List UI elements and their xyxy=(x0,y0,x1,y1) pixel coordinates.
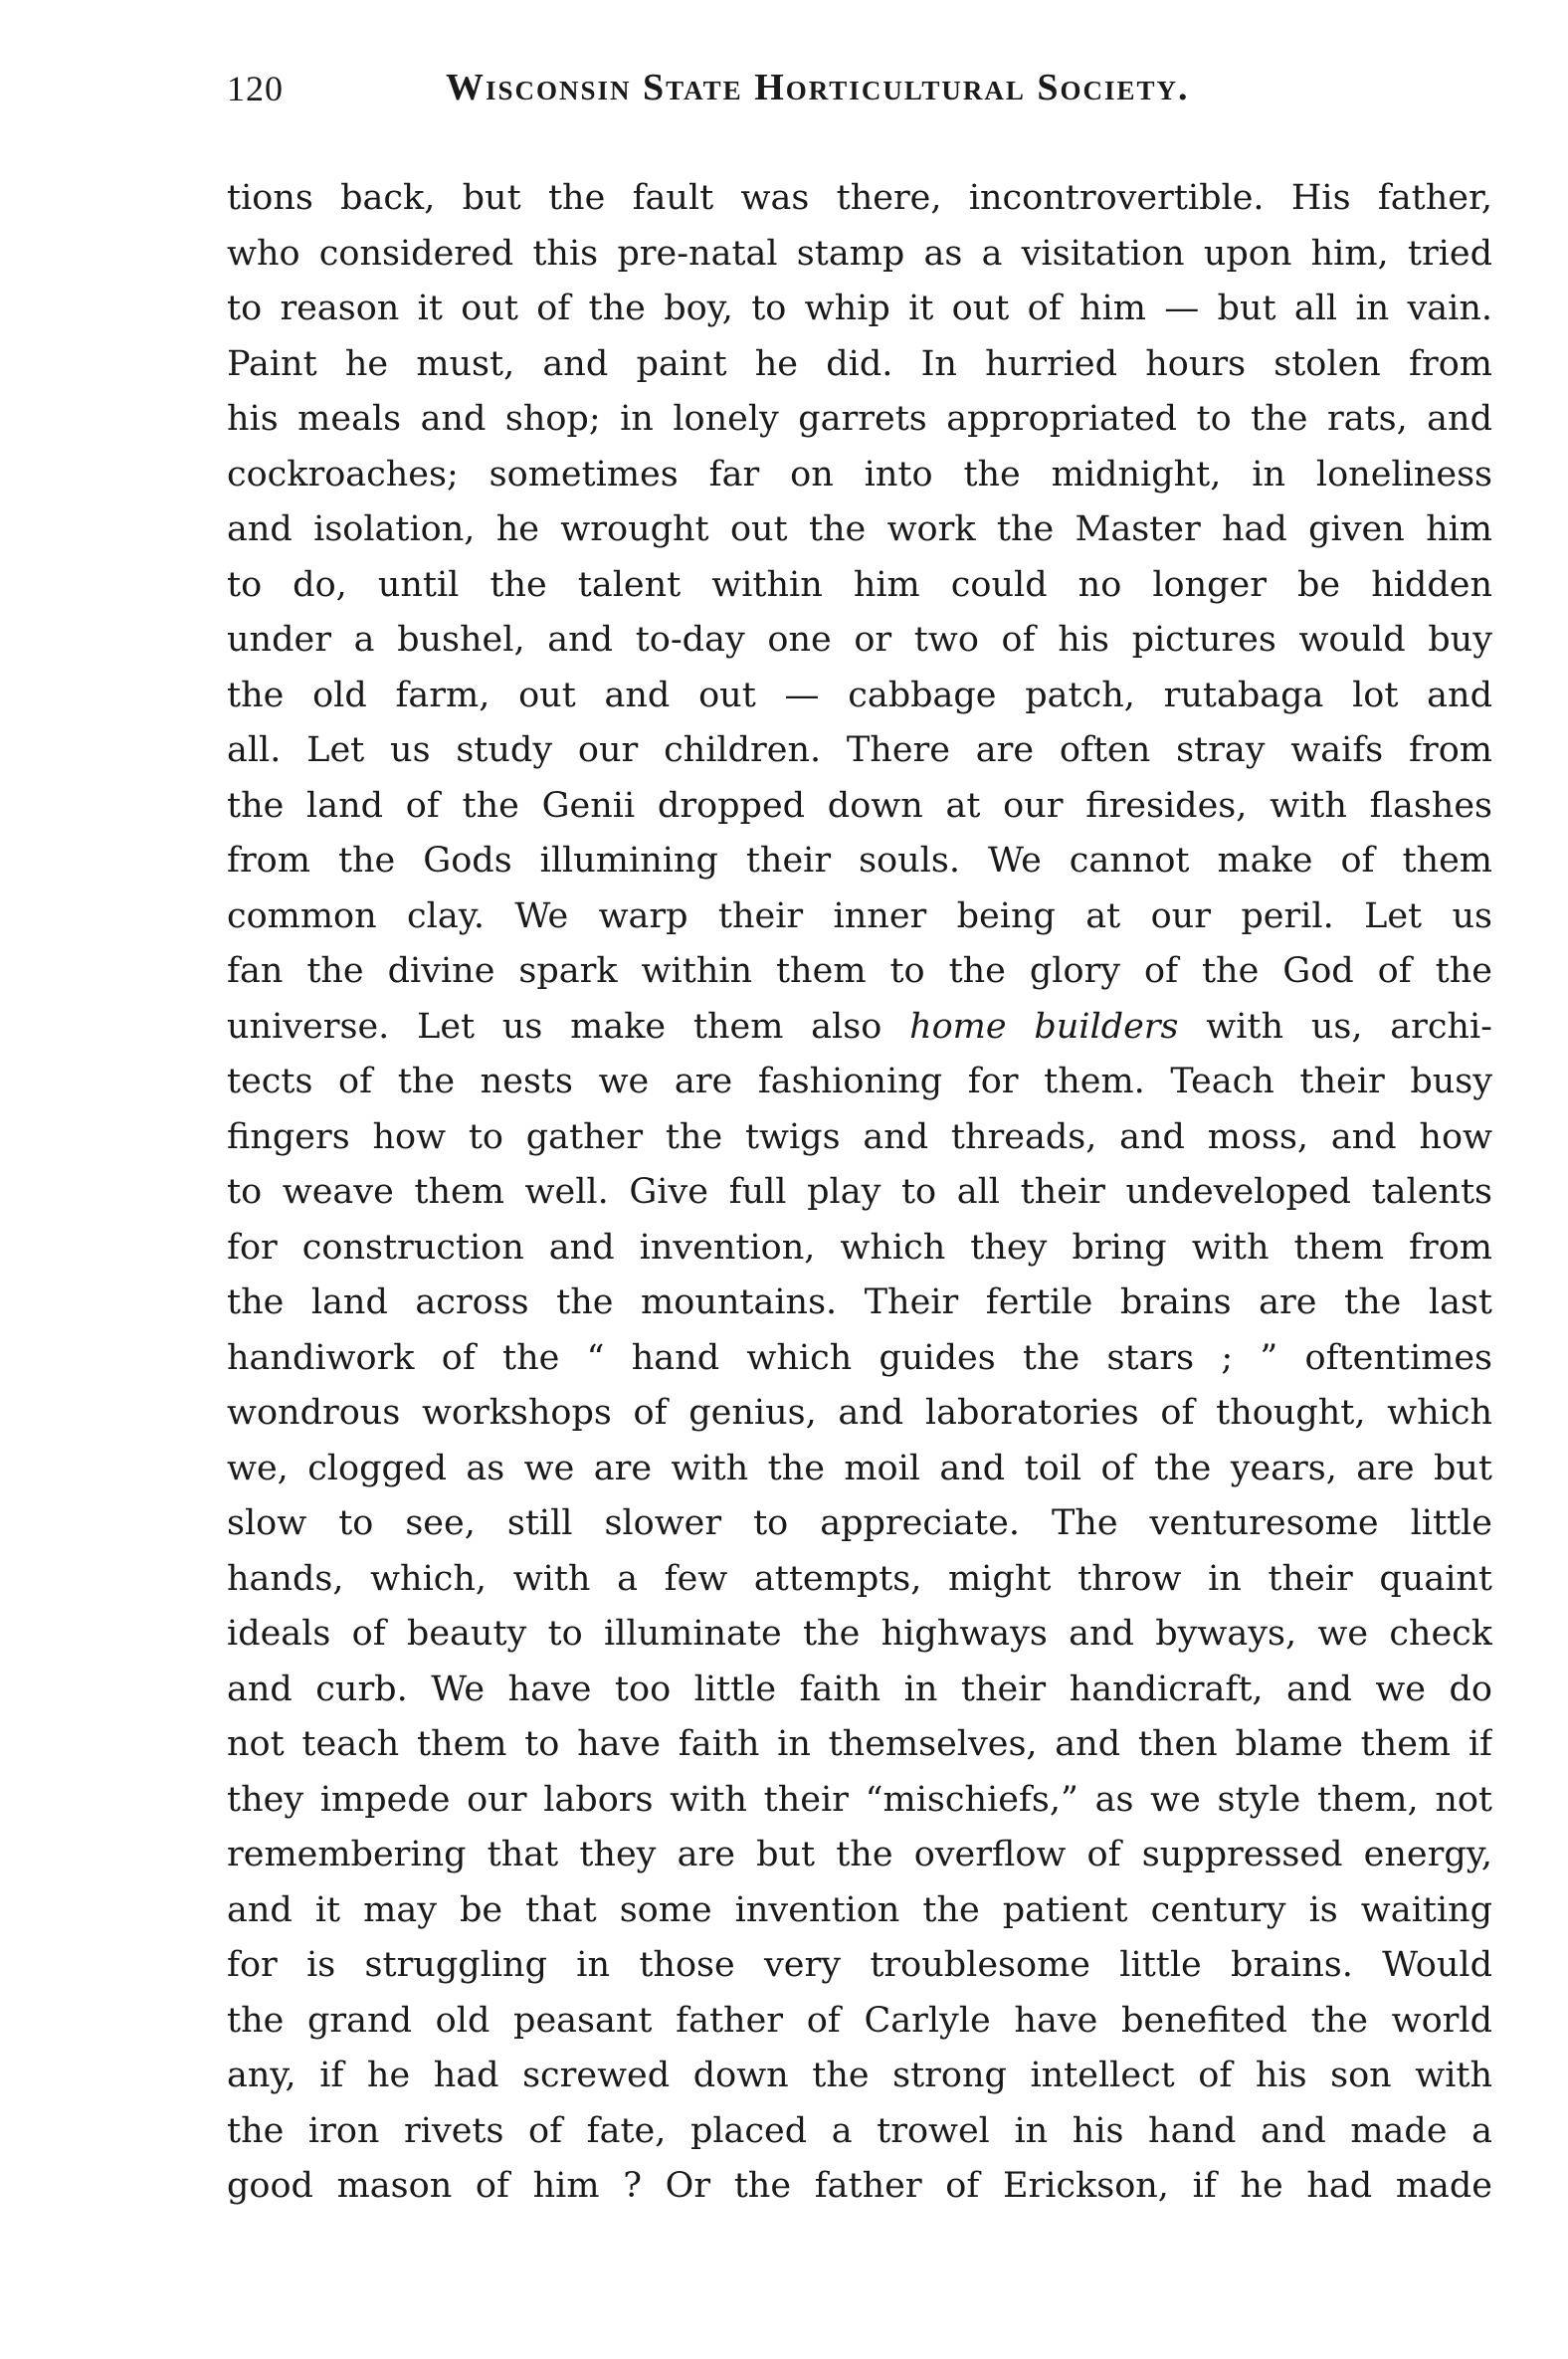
text-line: we, clogged as we are with the moil and toil of the years, are but xyxy=(227,1448,1492,1488)
text-line: for construction and invention, which they bring with them from xyxy=(227,1227,1492,1268)
text-line: and curb. We have too little faith in their handicraft, and we do xyxy=(227,1669,1492,1709)
text-line: for is struggling in those very troublesome little brains. Would xyxy=(227,1945,1492,1985)
text-line: to do, until the talent within him could no longer be hidden xyxy=(227,564,1492,605)
text-line: good mason of him ? Or the father of Erickson, if he had made xyxy=(227,2166,1492,2206)
running-head xyxy=(227,62,1301,121)
italic-phrase: home builders xyxy=(909,1006,1179,1047)
text-line-with-italic xyxy=(227,1000,1492,1056)
running-title: Wisconsin State Horticultural Society. xyxy=(446,67,1190,108)
text-line: to reason it out of the boy, to whip it out of him — but all in vain. xyxy=(227,289,1492,328)
text-line: ideals of beauty to illuminate the highways and byways, we check xyxy=(227,1614,1492,1654)
text-line: tions back, but the fault was there, incontrovertible. His father, xyxy=(227,178,1492,218)
text-line: the land across the mountains. Their fertile brains are the last xyxy=(227,1282,1492,1322)
text-line: common clay. We warp their inner being at our peril. Let us xyxy=(227,895,1492,936)
text-line: not teach them to have faith in themselves, and then blame them if xyxy=(227,1724,1492,1764)
text-line: the grand old peasant father of Carlyle have benefited the world xyxy=(227,2000,1492,2041)
text-line: the land of the Genii dropped down at our firesides, with flashes xyxy=(227,785,1492,826)
text-line: the iron rivets of fate, placed a trowel in his hand and made a xyxy=(227,2110,1492,2151)
line-segment: universe. Let us make them also xyxy=(227,1006,910,1047)
text-line: Paint he must, and paint he did. In hurried hours stolen from xyxy=(227,343,1492,384)
text-line: and isolation, he wrought out the work the Master had given him xyxy=(227,509,1492,549)
text-line: from the Gods illumining their souls. We cannot make of them xyxy=(227,841,1492,881)
text-line: and it may be that some invention the patient century is waiting xyxy=(227,1889,1492,1930)
text-line: all. Let us study our children. There are often stray waifs from xyxy=(227,730,1492,770)
text-line: his meals and shop; in lonely garrets appropriated to the rats, and xyxy=(227,399,1492,439)
text-line: who considered this pre-natal stamp as a visitation upon him, tried xyxy=(227,233,1492,274)
text-line: tects of the nests we are fashioning for them. Teach their busy xyxy=(227,1062,1492,1101)
text-line: to weave them well. Give full play to all their undeveloped talents xyxy=(227,1172,1492,1212)
text-line: hands, which, with a few attempts, might throw in their quaint xyxy=(227,1558,1492,1599)
text-line: slow to see, still slower to appreciate. The venturesome little xyxy=(227,1503,1492,1543)
text-line: cockroaches; sometimes far on into the midnight, in loneliness xyxy=(227,454,1492,494)
text-line: wondrous workshops of genius, and laboratories of thought, which xyxy=(227,1393,1492,1433)
text-line: under a bushel, and to-day one or two of his pictures would buy xyxy=(227,620,1492,660)
text-line: handiwork of the “ hand which guides the stars ; ” oftentimes xyxy=(227,1337,1492,1378)
text-line: fingers how to gather the twigs and threads, and moss, and how xyxy=(227,1116,1492,1157)
text-line: the old farm, out and out — cabbage patch, rutabaga lot and xyxy=(227,675,1492,715)
text-line: any, if he had screwed down the strong intellect of his son with xyxy=(227,2056,1492,2095)
page-number: 120 xyxy=(227,69,284,108)
text-line: remembering that they are but the overflow of suppressed energy, xyxy=(227,1835,1492,1874)
line-segment: with us, archi- xyxy=(1178,1006,1492,1047)
body-text xyxy=(227,171,1492,2215)
text-line: fan the divine spark within them to the glory of the God of the xyxy=(227,951,1492,991)
text-line: they impede our labors with their “mischiefs,” as we style them, not xyxy=(227,1779,1492,1820)
